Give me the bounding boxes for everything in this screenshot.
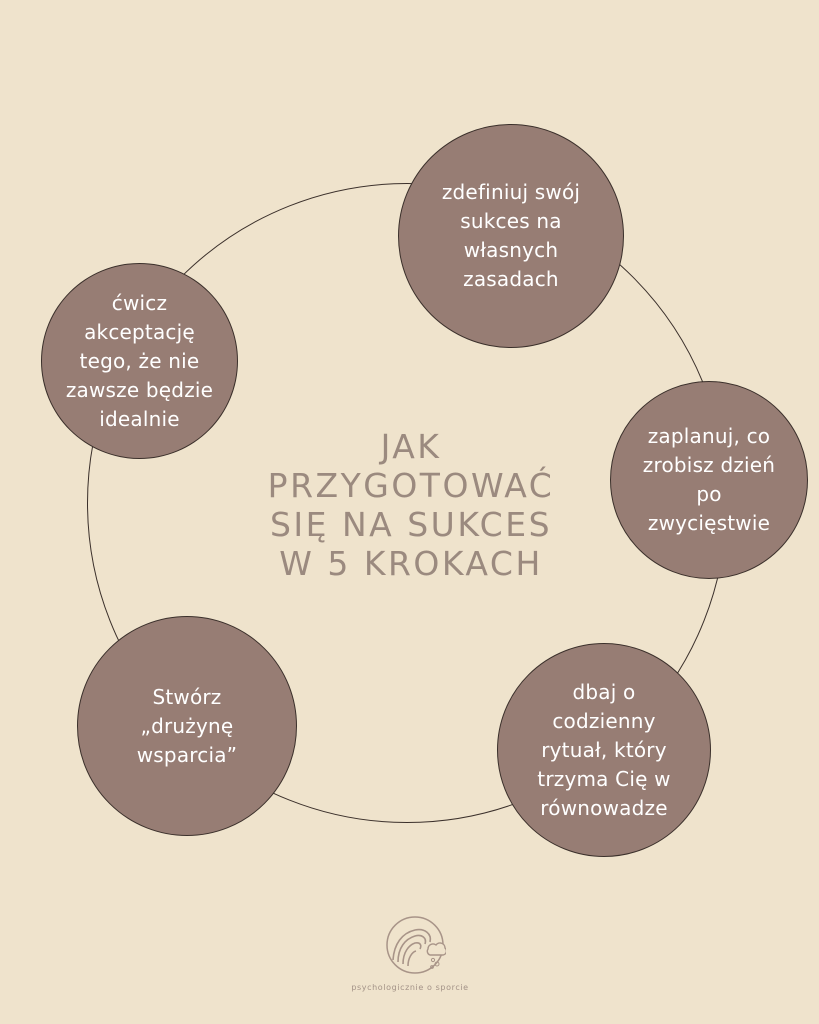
step-text-3: dbaj o codzienny rytuał, który trzyma Cię w równowadze	[537, 679, 671, 820]
step-circle-3	[497, 643, 711, 857]
step-text-5: ćwicz akceptację tego, że nie zawsze będzie idealnie	[65, 290, 214, 431]
wave-with-cloud-icon	[384, 914, 446, 976]
step-circle-4	[77, 616, 297, 836]
step-text-2: zaplanuj, co zrobisz dzień po zwycięstwie	[642, 424, 776, 535]
step-circle-5	[41, 263, 238, 459]
diagram-title: JAK PRZYGOTOWAĆ SIĘ NA SUKCES W 5 KROKACH	[267, 427, 555, 583]
logo-text: psychologicznie o sporcie	[351, 983, 469, 992]
step-text-4: Stwórz „drużynę wsparcia”	[136, 684, 238, 767]
step-circle-1	[398, 124, 624, 348]
step-text-1: zdefiniuj swój sukces na własnych zasadach	[441, 180, 581, 291]
step-circle-2	[610, 381, 808, 579]
